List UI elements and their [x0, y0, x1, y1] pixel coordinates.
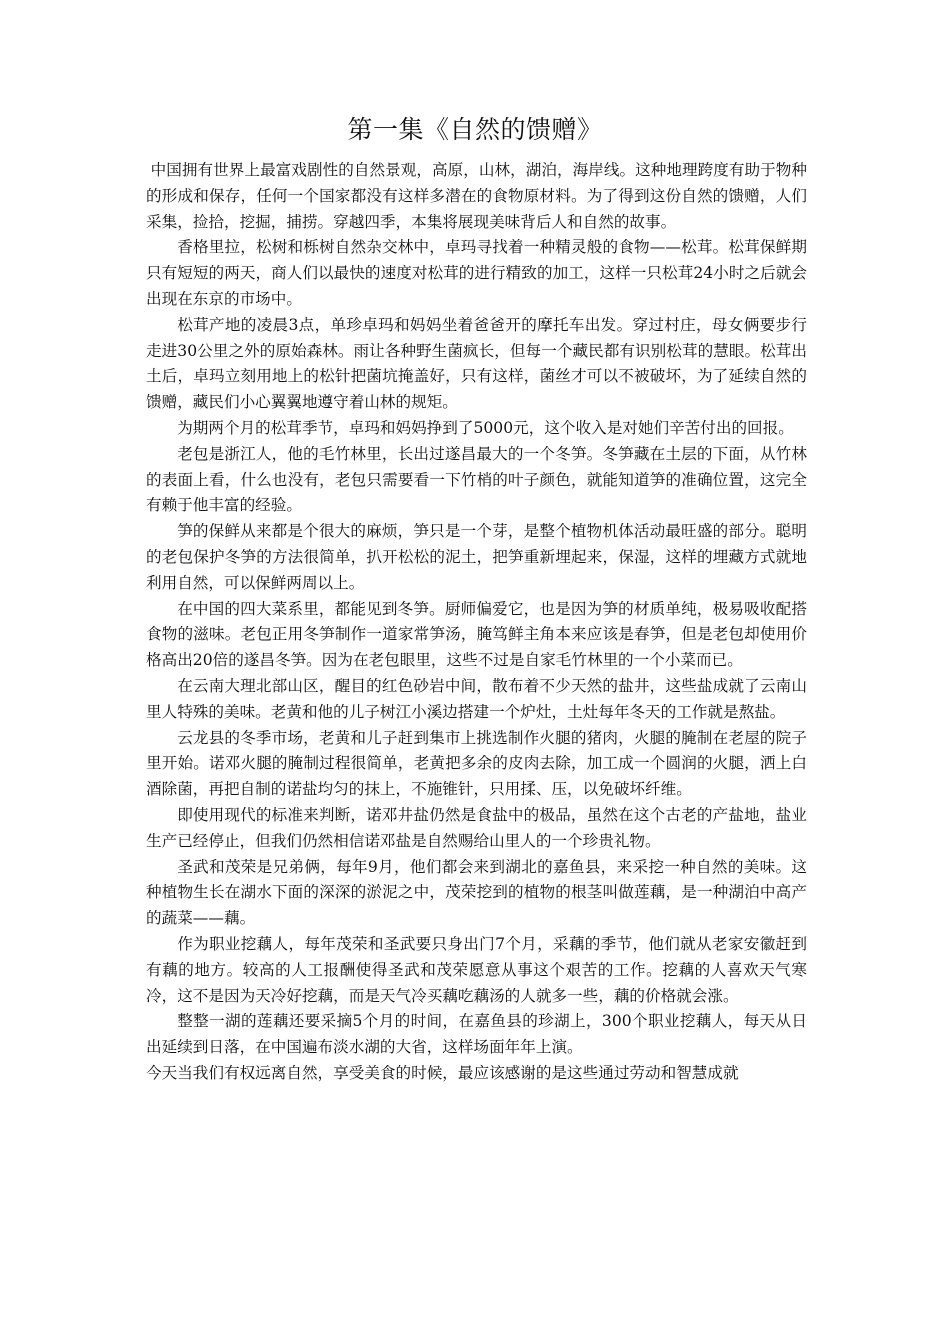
paragraph-6: 笋的保鲜从来都是个很大的麻烦，笋只是一个芽，是整个植物机体活动最旺盛的部分。聪明的老包保护冬笋的方法很简单，扒开松松的泥土，把笋重新埋起来，保湿，这样的埋藏方式就地利用自然，可以保鲜两周以上。	[146, 522, 807, 592]
paragraph-10: 即使用现代的标准来判断，诺邓井盐仍然是食盐中的极品，虽然在这个古老的产盐地，盐业生产已经停止，但我们仍然相信诺邓盐是自然赐给山里人的一个珍贵礼物。	[146, 805, 807, 850]
document-title: 第一集《自然的馈赠》	[347, 115, 603, 144]
paragraph-12: 作为职业挖藕人，每年茂荣和圣武要只身出门7个月，采藕的季节，他们就从老家安徽赶到有藕的地方。较高的人工报酬使得圣武和茂荣愿意从事这个艰苦的工作。挖藕的人喜欢天气寒冷，这不是因为天冷好挖藕，而是天气冷买藕吃藕汤的人就多一些，藕的价格就会涨。	[146, 934, 807, 1005]
document-body	[146, 158, 807, 1087]
paragraph-3: 松茸产地的凌晨3点，单珍卓玛和妈妈坐着爸爸开的摩托车出发。穿过村庄，母女俩要步行走进30公里之外的原始森林。雨让各种野生菌疯长，但每一个藏民都有识别松茸的慧眼。松茸出土后，卓玛立刻用地上的松针把菌坑掩盖好，只有这样，菌丝才可以不被破坏，为了延续自然的馈赠，藏民们小心翼翼地遵守着山林的规矩。	[146, 315, 807, 412]
paragraph-11: 圣武和茂荣是兄弟俩，每年9月，他们都会来到湖北的嘉鱼县，来采挖一种自然的美味。这种植物生长在湖水下面的深深的淤泥之中，茂荣挖到的植物的根茎叫做莲藕，是一种湖泊中高产的蔬菜——藕。	[146, 857, 807, 928]
paragraph-9: 云龙县的冬季市场，老黄和儿子赶到集市上挑选制作火腿的猪肉，火腿的腌制在老屋的院子里开始。诺邓火腿的腌制过程很简单，老黄把多余的皮肉去除，加工成一个圆润的火腿，洒上白酒除菌，再把自制的诺盐均匀的抹上，不施锥针，只用揉、压，以免破坏纤维。	[146, 728, 807, 799]
paragraph-13: 整整一湖的莲藕还要采摘5个月的时间，在嘉鱼县的珍湖上，300个职业挖藕人，每天从日出延续到日落，在中国遍布淡水湖的大省，这样场面年年上演。	[146, 1012, 807, 1057]
paragraph-14: 今天当我们有权远离自然，享受美食的时候，最应该感谢的是这些通过劳动和智慧成就	[146, 1063, 739, 1082]
paragraph-7: 在中国的四大菜系里，都能见到冬笋。厨师偏爱它，也是因为笋的材质单纯，极易吸收配搭食物的滋味。老包正用冬笋制作一道家常笋汤，腌笃鲜主角本来应该是春笋，但是老包却使用价格高出20倍的遂昌冬笋。因为在老包眼里，这些不过是自家毛竹林里的一个小菜而已。	[146, 599, 807, 670]
paragraph-1: 中国拥有世界上最富戏剧性的自然景观，高原，山林，湖泊，海岸线。这种地理跨度有助于物种的形成和保存，任何一个国家都没有这样多潜在的食物原材料。为了得到这份自然的馈赠，人们采集，捡拾，挖掘，捕捞。穿越四季，本集将展现美味背后人和自然的故事。	[146, 161, 807, 231]
paragraph-2: 香格里拉，松树和栎树自然杂交林中，卓玛寻找着一种精灵般的食物——松茸。松茸保鲜期只有短短的两天，商人们以最快的速度对松茸的进行精致的加工，这样一只松茸24小时之后就会出现在东京的市场中。	[146, 238, 807, 308]
paragraph-8: 在云南大理北部山区，醒目的红色砂岩中间，散布着不少天然的盐井，这些盐成就了云南山里人特殊的美味。老黄和他的儿子树江小溪边搭建一个炉灶，土灶每年冬天的工作就是熬盐。	[146, 676, 807, 721]
paragraph-5: 老包是浙江人，他的毛竹林里，长出过遂昌最大的一个冬笋。冬笋藏在土层的下面，从竹林的表面上看，什么也没有，老包只需要看一下竹梢的叶子颜色，就能知道笋的准确位置，这完全有赖于他丰富的经验。	[146, 444, 807, 515]
paragraph-4: 为期两个月的松茸季节，卓玛和妈妈挣到了5000元，这个收入是对她们辛苦付出的回报。	[177, 418, 794, 437]
